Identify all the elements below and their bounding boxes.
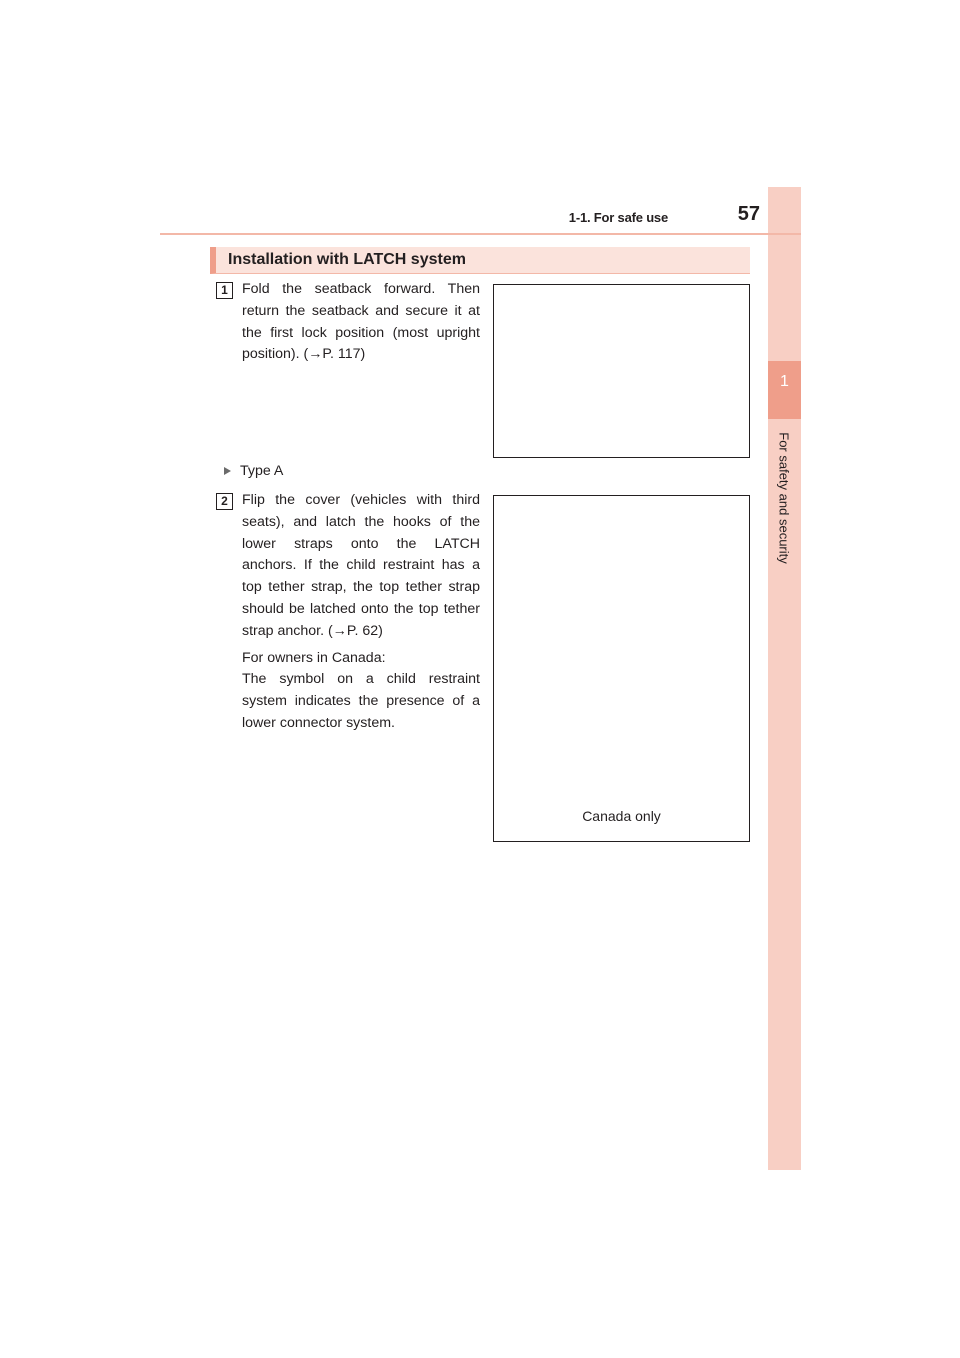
figure-1-illustration: [493, 284, 750, 458]
step-2-text: Flip the cover (vehicles with third seats), and latch the hooks of the lower straps onto the LATCH anchors. If the child restraint has a top tether strap, the top tether strap should be latched onto the top tether strap anchor. (→P. 62): [242, 492, 480, 639]
figure-2-caption: Canada only: [582, 808, 661, 824]
step-1-text: Fold the seatback forward. Then return the seatback and secure it at the first lock position (most upright position). (→P. 117): [242, 281, 480, 363]
header-rule: [160, 233, 801, 235]
page-number: 57: [737, 203, 760, 225]
canada-note-text: The symbol on a child restraint system indicates the presence of a lower connector system.: [242, 671, 480, 731]
type-label: Type A: [240, 463, 284, 479]
section-heading-bar: [210, 247, 750, 274]
section-title: Installation with LATCH system: [228, 251, 466, 268]
chapter-label: For safety and security: [776, 432, 792, 564]
chapter-side-tab: [768, 187, 801, 1170]
triangle-bullet-icon: [224, 467, 231, 475]
canada-note-heading: For owners in Canada:: [242, 650, 386, 666]
figure-2-illustration: [493, 495, 750, 842]
type-selector: [224, 463, 283, 479]
chapter-number: 1: [780, 373, 789, 390]
header-section-title: 1-1. For safe use: [568, 210, 668, 225]
step-1-badge: 1: [216, 282, 233, 299]
step-2-badge: 2: [216, 493, 233, 510]
